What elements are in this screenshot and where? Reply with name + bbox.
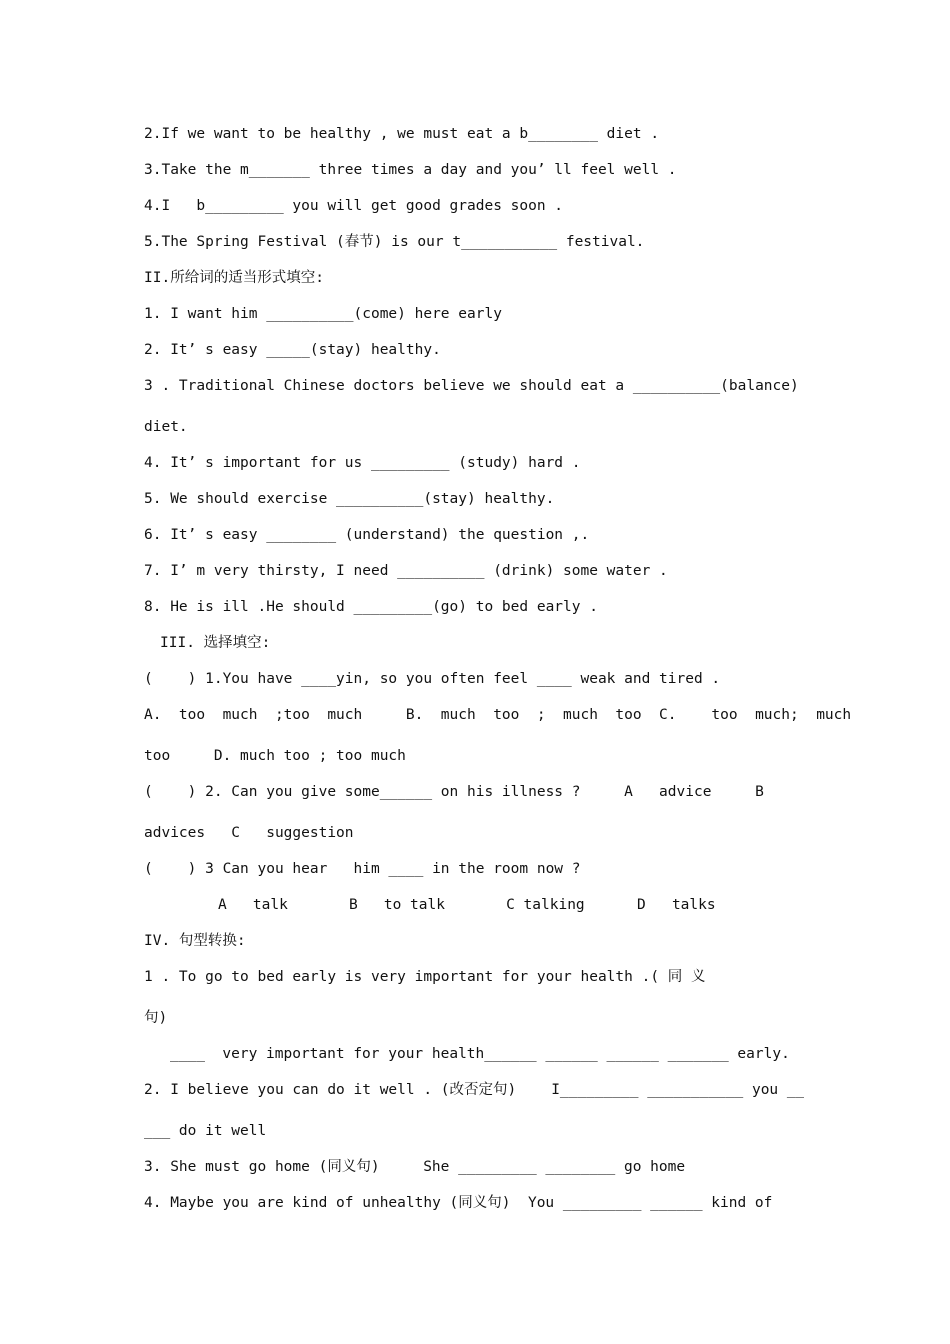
form-item-3-cont: diet. — [144, 419, 188, 435]
choice-question-1: ( ) 1.You have ____yin, so you often feel ____ weak and tired . — [144, 671, 721, 687]
form-item-4: 4. It’ s important for us _________ (study) hard . — [144, 455, 581, 471]
choice-question-3-options: A talk B to talk C talking D talks — [218, 897, 716, 913]
choice-question-3: ( ) 3 Can you hear him ____ in the room now ? — [144, 861, 581, 877]
transform-item-1-cont: 句) — [144, 1010, 168, 1026]
transform-item-1: 1 . To go to bed early is very important for your health .( 同 义 — [144, 969, 706, 985]
choice-question-1-options: A. too much ;too much B. much too ; much too C. too much; much — [144, 707, 852, 723]
section-heading-4: IV. 句型转换: — [144, 933, 246, 949]
fill-item-3: 3.Take the m_______ three times a day and you’ ll feel well . — [144, 162, 677, 178]
form-item-7: 7. I’ m very thirsty, I need __________ (drink) some water . — [144, 563, 668, 579]
form-item-1: 1. I want him __________(come) here early — [144, 306, 502, 322]
form-item-6: 6. It’ s easy ________ (understand) the question ,. — [144, 527, 590, 543]
form-item-5: 5. We should exercise __________(stay) healthy. — [144, 491, 555, 507]
choice-question-2-cont: advices C suggestion — [144, 825, 354, 841]
form-item-2: 2. It’ s easy _____(stay) healthy. — [144, 342, 441, 358]
fill-item-4: 4.I b_________ you will get good grades soon . — [144, 198, 564, 214]
transform-item-2-cont: ___ do it well — [144, 1123, 267, 1139]
form-item-8: 8. He is ill .He should _________(go) to bed early . — [144, 599, 598, 615]
fill-item-5: 5.The Spring Festival (春节) is our t___________ festival. — [144, 234, 645, 250]
section-heading-3: III. 选择填空: — [160, 635, 271, 651]
transform-item-1-answer: ____ very important for your health______ ______ ______ _______ early. — [170, 1046, 790, 1062]
choice-question-2: ( ) 2. Can you give some______ on his illness ? A advice B — [144, 784, 764, 800]
transform-item-3: 3. She must go home (同义句) She _________ ________ go home — [144, 1159, 686, 1175]
transform-item-4: 4. Maybe you are kind of unhealthy (同义句) You _________ ______ kind of — [144, 1195, 773, 1211]
fill-item-2: 2.If we want to be healthy , we must eat a b________ diet . — [144, 126, 660, 142]
choice-question-1-options-cont: too D. much too ; too much — [144, 748, 406, 764]
transform-item-2: 2. I believe you can do it well . (改否定句) I_________ ___________ you __ — [144, 1082, 805, 1098]
form-item-3: 3 . Traditional Chinese doctors believe we should eat a __________(balance) — [144, 378, 799, 394]
section-heading-2: II.所给词的适当形式填空: — [144, 270, 324, 286]
